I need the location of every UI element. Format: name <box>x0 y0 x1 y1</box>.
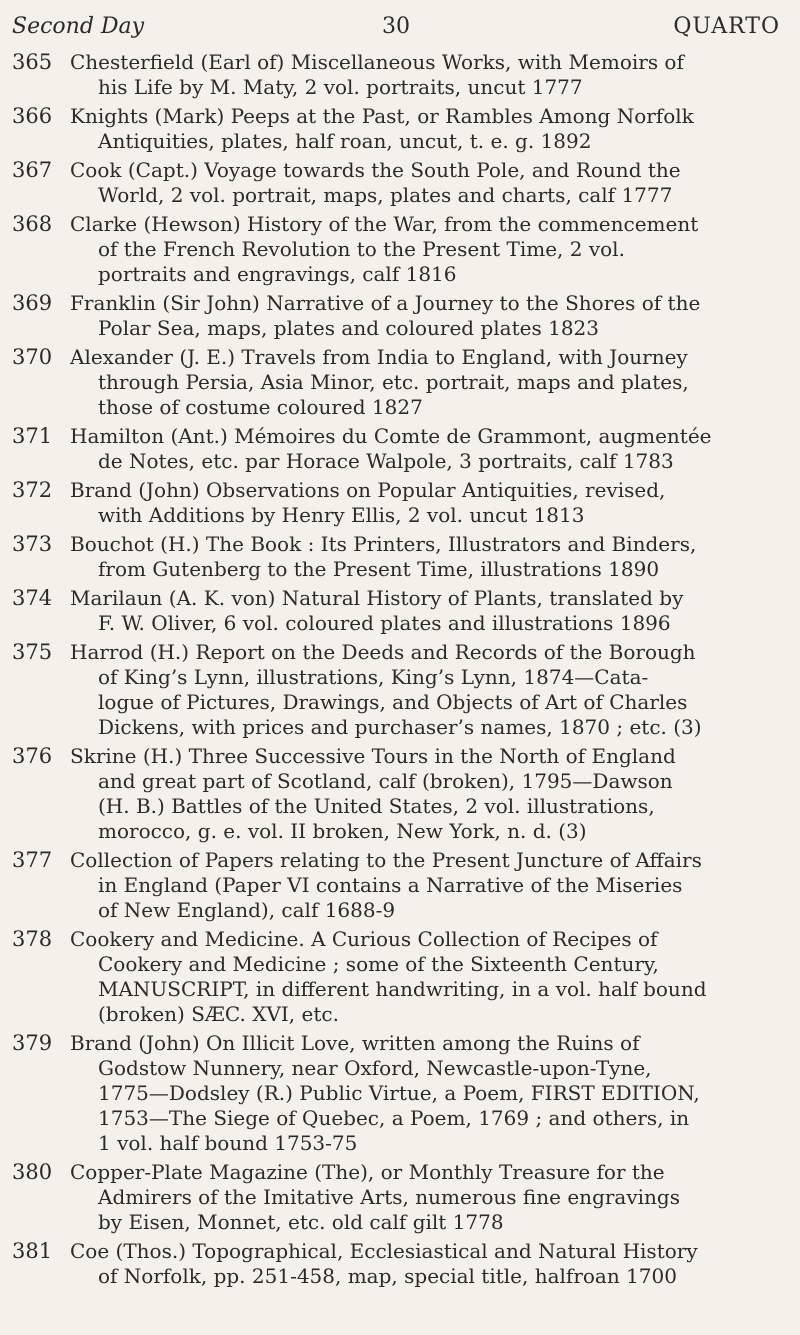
lot-number: 367 <box>12 158 53 182</box>
entry-text-continued: de Notes, etc. par Horace Walpole, 3 portraits, calf 1783 <box>98 449 674 473</box>
catalogue-entry <box>12 50 784 100</box>
lot-number: 369 <box>12 291 53 315</box>
entry-text-continued: (broken) SÆC. XVI, etc. <box>98 1002 339 1026</box>
entry-text: Copper-Plate Magazine (The), or Monthly Treasure for the <box>70 1160 665 1184</box>
lot-number: 376 <box>12 744 53 768</box>
entry-text-continued: morocco, g. e. vol. II broken, New York, n. d. (3) <box>98 819 587 843</box>
lot-number: 379 <box>12 1031 53 1055</box>
entry-text-continued: 1753—The Siege of Quebec, a Poem, 1769 ; and others, in <box>98 1106 690 1130</box>
catalogue-entry <box>12 586 784 636</box>
catalogue-entry <box>12 158 784 208</box>
lot-number: 373 <box>12 532 53 556</box>
entry-text-continued: Cookery and Medicine ; some of the Sixteenth Century, <box>98 952 659 976</box>
entry-text: Harrod (H.) Report on the Deeds and Records of the Borough <box>70 640 696 664</box>
entry-text-continued: 1775—Dodsley (R.) Public Virtue, a Poem, FIRST EDITION, <box>98 1081 700 1105</box>
catalogue-entry <box>12 744 784 844</box>
lot-number: 375 <box>12 640 53 664</box>
catalogue-entry <box>12 1031 784 1156</box>
catalogue-entry <box>12 640 784 740</box>
entry-text-continued: Godstow Nunnery, near Oxford, Newcastle-upon-Tyne, <box>98 1056 652 1080</box>
entry-text: Coe (Thos.) Topographical, Ecclesiastical and Natural History <box>70 1239 698 1263</box>
lot-number: 368 <box>12 212 53 236</box>
catalogue-entry <box>12 927 784 1027</box>
lot-number: 372 <box>12 478 53 502</box>
entry-text: Cookery and Medicine. A Curious Collection of Recipes of <box>70 927 658 951</box>
running-head-format: QUARTO <box>673 14 780 39</box>
entry-text-continued: 1 vol. half bound 1753-75 <box>98 1131 358 1155</box>
entry-text: Alexander (J. E.) Travels from India to England, with Journey <box>70 345 688 369</box>
entry-text-continued: logue of Pictures, Drawings, and Objects of Art of Charles <box>98 690 688 714</box>
catalogue-entry <box>12 424 784 474</box>
entry-text-continued: Polar Sea, maps, plates and coloured plates 1823 <box>98 316 599 340</box>
entry-text: Hamilton (Ant.) Mémoires du Comte de Grammont, augmentée <box>70 424 712 448</box>
catalogue-entry <box>12 1239 784 1289</box>
entry-text: Bouchot (H.) The Book : Its Printers, Illustrators and Binders, <box>70 532 697 556</box>
entry-text-continued: from Gutenberg to the Present Time, illustrations 1890 <box>98 557 660 581</box>
page-number: 30 <box>382 14 410 39</box>
catalogue-entry <box>12 478 784 528</box>
entry-text-continued: and great part of Scotland, calf (broken), 1795—Dawson <box>98 769 673 793</box>
entry-text: Cook (Capt.) Voyage towards the South Pole, and Round the <box>70 158 681 182</box>
lot-number: 366 <box>12 104 53 128</box>
lot-number: 381 <box>12 1239 53 1263</box>
entry-text-continued: F. W. Oliver, 6 vol. coloured plates and illustrations 1896 <box>98 611 671 635</box>
catalogue-entry <box>12 1160 784 1235</box>
entry-text-continued: of New England), calf 1688-9 <box>98 898 396 922</box>
catalogue-entry <box>12 291 784 341</box>
catalogue-entry <box>12 848 784 923</box>
entry-text: Clarke (Hewson) History of the War, from the commencement <box>70 212 699 236</box>
entry-text: Franklin (Sir John) Narrative of a Journey to the Shores of the <box>70 291 701 315</box>
lot-number: 380 <box>12 1160 53 1184</box>
entry-text-continued: those of costume coloured 1827 <box>98 395 423 419</box>
entry-text-continued: Dickens, with prices and purchaser’s names, 1870 ; etc. (3) <box>98 715 702 739</box>
page-header <box>12 14 780 48</box>
lot-number: 371 <box>12 424 53 448</box>
entry-text-continued: of the French Revolution to the Present Time, 2 vol. <box>98 237 625 261</box>
entry-text: Knights (Mark) Peeps at the Past, or Rambles Among Norfolk <box>70 104 694 128</box>
lot-number: 377 <box>12 848 53 872</box>
entry-text-continued: Admirers of the Imitative Arts, numerous fine engravings <box>98 1185 680 1209</box>
entry-text: Skrine (H.) Three Successive Tours in the North of England <box>70 744 676 768</box>
entry-text-continued: World, 2 vol. portrait, maps, plates and charts, calf 1777 <box>98 183 673 207</box>
lot-number: 378 <box>12 927 53 951</box>
lot-number: 365 <box>12 50 53 74</box>
catalogue-entry <box>12 345 784 420</box>
lot-number: 370 <box>12 345 53 369</box>
running-head-title: Second Day <box>12 14 145 39</box>
entry-text: Brand (John) On Illicit Love, written among the Ruins of <box>70 1031 640 1055</box>
entry-text-continued: by Eisen, Monnet, etc. old calf gilt 1778 <box>98 1210 504 1234</box>
catalogue-list <box>12 50 784 1293</box>
entry-text-continued: portraits and engravings, calf 1816 <box>98 262 457 286</box>
entry-text-continued: MANUSCRIPT, in different handwriting, in a vol. half bound <box>98 977 707 1001</box>
entry-text-continued: of King’s Lynn, illustrations, King’s Lynn, 1874—Cata- <box>98 665 649 689</box>
catalogue-entry <box>12 212 784 287</box>
entry-text: Collection of Papers relating to the Present Juncture of Affairs <box>70 848 702 872</box>
entry-text: Marilaun (A. K. von) Natural History of Plants, translated by <box>70 586 684 610</box>
entry-text-continued: with Additions by Henry Ellis, 2 vol. uncut 1813 <box>98 503 585 527</box>
catalogue-entry <box>12 104 784 154</box>
entry-text: Chesterfield (Earl of) Miscellaneous Works, with Memoirs of <box>70 50 684 74</box>
catalogue-entry <box>12 532 784 582</box>
entry-text-continued: in England (Paper VI contains a Narrative of the Miseries <box>98 873 683 897</box>
entry-text-continued: (H. B.) Battles of the United States, 2 vol. illustrations, <box>98 794 655 818</box>
lot-number: 374 <box>12 586 53 610</box>
entry-text-continued: Antiquities, plates, half roan, uncut, t. e. g. 1892 <box>98 129 592 153</box>
entry-text: Brand (John) Observations on Popular Antiquities, revised, <box>70 478 666 502</box>
entry-text-continued: his Life by M. Maty, 2 vol. portraits, uncut 1777 <box>98 75 583 99</box>
entry-text-continued: through Persia, Asia Minor, etc. portrait, maps and plates, <box>98 370 689 394</box>
entry-text-continued: of Norfolk, pp. 251-458, map, special title, halfroan 1700 <box>98 1264 677 1288</box>
